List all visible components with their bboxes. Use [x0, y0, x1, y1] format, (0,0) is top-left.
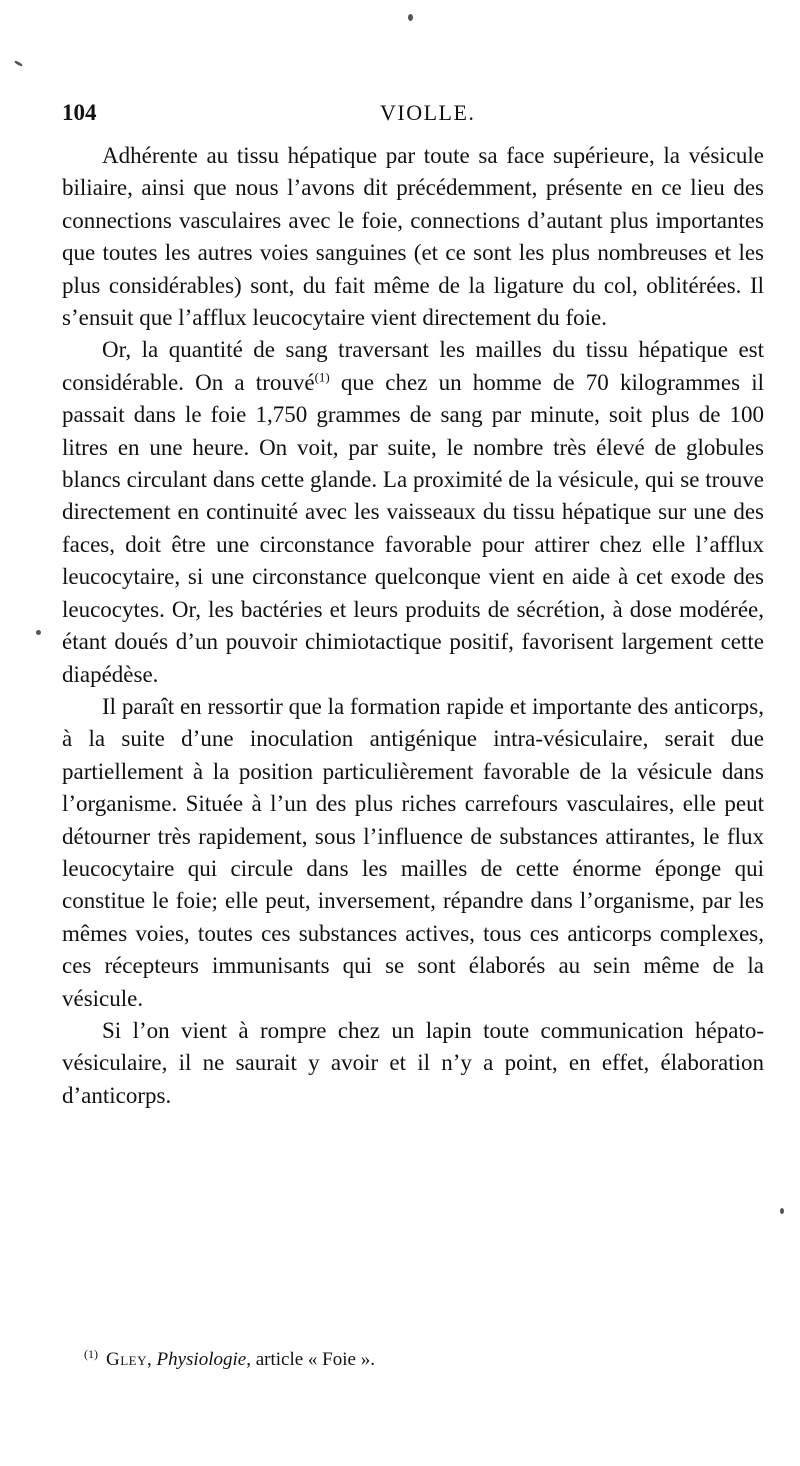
footnote-author: Gley	[106, 1349, 147, 1370]
scan-speck	[36, 630, 41, 635]
scan-speck	[14, 60, 23, 67]
paragraph-1: Adhérente au tissu hépatique par toute sa face supérieure, la vésicule biliaire, ainsi que nous l’avons dit précédemment, présente en ce lieu des connections vasculaires avec le foie, connections d’autant plus importantes que toutes les autres voies sanguines (et ce sont les plus nombreuses et les plus considérables) sont, du fait même de la ligature du col, oblitérées. Il s’ensuit que l’afflux leucocytaire vient directement du foie.	[62, 143, 764, 331]
body-text	[62, 140, 764, 1112]
scan-speck	[780, 1208, 784, 1214]
page-header	[62, 100, 760, 134]
paragraph-2-part-1: Or, la quantité de sang traversant les mailles du tissu hépatique est considérable. On a trouvé	[62, 337, 764, 395]
paragraph-4: Si l’on vient à rompre chez un lapin toute communication hépato-vésiculaire, il ne saurait y avoir et il n’y a point, en effet, élaboration d’anticorps.	[62, 1017, 764, 1108]
running-head: VIOLLE.	[380, 100, 476, 125]
footnote-reference: (1)	[314, 369, 330, 385]
paragraph-3: Il paraît en ressortir que la formation rapide et importante des anticorps, à la suite d’une inoculation antigénique intra-vésiculaire, serait due partiellement à la position particulièrement favorable de la vésicule dans l’organisme. Située à l’un des plus riches carrefours vasculaires, elle peut détourner très rapidement, sous l’influence de substances attirantes, le flux leucocytaire qui circule dans les mailles de cette énorme éponge qui constitue le foie; elle peut, inversement, répandre dans l’organisme, par les mêmes voies, toutes ces substances actives, tous ces anticorps complexes, ces récepteurs immunisants qui se sont élaborés au sein même de la vésicule.	[62, 693, 764, 1011]
page-number: 104	[62, 100, 97, 125]
footnote-rest: , article « Foie ».	[246, 1349, 375, 1370]
footnote-mark: (1)	[84, 1346, 98, 1361]
footnote-work: Physiologie	[156, 1349, 247, 1370]
footnote: $^{(1)}$ Gley, Physiologie, article « Foie ».	[84, 1346, 375, 1370]
scan-speck	[408, 14, 413, 21]
paragraph-2-part-2: que chez un homme de 70 kilogrammes il passait dans le foie 1,750 grammes de sang par minute, soit plus de 100 litres en une heure. On voit, par suite, le nombre très élevé de globules blancs circulant dans cette glande. La proximité de la vésicule, qui se trouve directement en continuité avec les vaisseaux du tissu hépatique sur une des faces, doit être une circonstance favorable pour attirer chez elle l’afflux leucocytaire, si une circonstance quelconque vient en aide à cet exode des leucocytes. Or, les bactéries et leurs produits de sécrétion, à dose modérée, étant doués d’un pouvoir chimiotactique positif, favorisent largement cette diapédèse.	[62, 369, 764, 687]
paragraph-2	[62, 334, 764, 690]
